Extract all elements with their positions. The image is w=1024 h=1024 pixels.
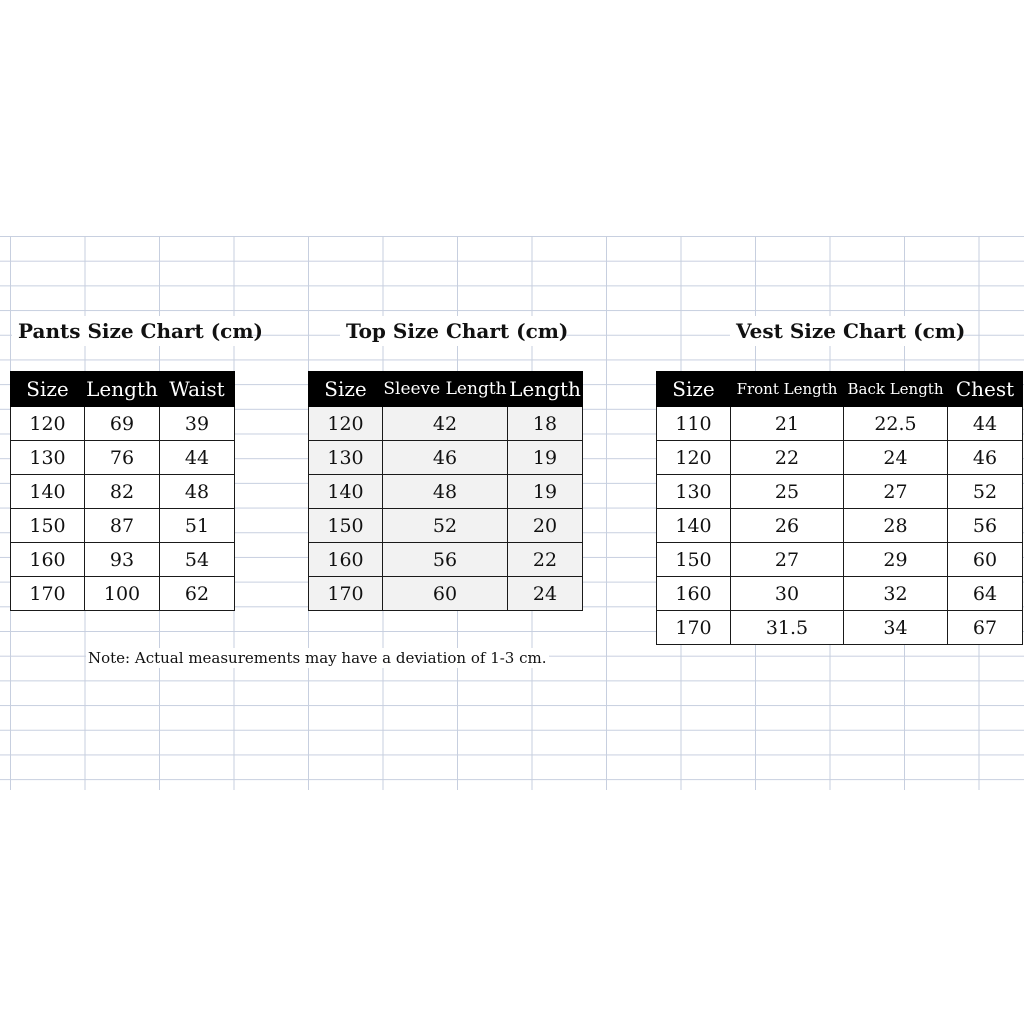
table-row xyxy=(309,407,583,441)
table-cell: 29 xyxy=(844,543,948,577)
table-cell: 22 xyxy=(731,441,844,475)
table-row xyxy=(11,509,235,543)
table-row xyxy=(657,475,1023,509)
column-header: Waist xyxy=(160,372,235,407)
table-row xyxy=(657,611,1023,645)
table-row xyxy=(309,577,583,611)
table-cell: 56 xyxy=(948,509,1023,543)
table-cell: 67 xyxy=(948,611,1023,645)
table-cell: 64 xyxy=(948,577,1023,611)
table-cell: 87 xyxy=(85,509,160,543)
top-chart-title: Top Size Chart (cm) xyxy=(340,316,562,346)
table-cell: 170 xyxy=(11,577,85,611)
table-cell: 46 xyxy=(383,441,508,475)
table-cell: 54 xyxy=(160,543,235,577)
table-cell: 28 xyxy=(844,509,948,543)
table-cell: 25 xyxy=(731,475,844,509)
table-cell: 44 xyxy=(948,407,1023,441)
table-cell: 62 xyxy=(160,577,235,611)
table-cell: 51 xyxy=(160,509,235,543)
vest-chart-title: Vest Size Chart (cm) xyxy=(730,316,958,346)
table-row xyxy=(657,543,1023,577)
pants-chart-title: Pants Size Chart (cm) xyxy=(12,316,238,346)
column-header: Size xyxy=(11,372,85,407)
table-cell: 48 xyxy=(160,475,235,509)
table-header-row xyxy=(657,372,1023,407)
table-cell: 60 xyxy=(948,543,1023,577)
measurement-note: Note: Actual measurements may have a deviation of 1-3 cm. xyxy=(88,649,547,667)
table-cell: 30 xyxy=(731,577,844,611)
table-cell: 52 xyxy=(383,509,508,543)
table-cell: 140 xyxy=(11,475,85,509)
table-row xyxy=(11,441,235,475)
top-size-table xyxy=(308,371,583,611)
table-cell: 60 xyxy=(383,577,508,611)
column-header: Length xyxy=(508,372,583,407)
table-cell: 48 xyxy=(383,475,508,509)
table-row xyxy=(11,577,235,611)
table-cell: 160 xyxy=(309,543,383,577)
table-cell: 130 xyxy=(11,441,85,475)
table-row xyxy=(11,475,235,509)
table-row xyxy=(657,509,1023,543)
table-cell: 130 xyxy=(309,441,383,475)
table-cell: 160 xyxy=(657,577,731,611)
table-row xyxy=(11,543,235,577)
table-cell: 120 xyxy=(309,407,383,441)
table-cell: 27 xyxy=(731,543,844,577)
table-cell: 24 xyxy=(844,441,948,475)
column-header: Size xyxy=(309,372,383,407)
table-cell: 130 xyxy=(657,475,731,509)
table-cell: 22.5 xyxy=(844,407,948,441)
table-cell: 20 xyxy=(508,509,583,543)
table-cell: 21 xyxy=(731,407,844,441)
table-cell: 27 xyxy=(844,475,948,509)
table-cell: 100 xyxy=(85,577,160,611)
column-header: Length xyxy=(85,372,160,407)
table-header-row xyxy=(309,372,583,407)
table-cell: 82 xyxy=(85,475,160,509)
table-cell: 170 xyxy=(309,577,383,611)
table-cell: 18 xyxy=(508,407,583,441)
vest-size-table xyxy=(656,371,1023,645)
pants-size-table xyxy=(10,371,235,611)
table-row xyxy=(11,407,235,441)
table-cell: 39 xyxy=(160,407,235,441)
table-cell: 110 xyxy=(657,407,731,441)
column-header: Chest xyxy=(948,372,1023,407)
table-cell: 52 xyxy=(948,475,1023,509)
table-cell: 150 xyxy=(657,543,731,577)
table-cell: 140 xyxy=(657,509,731,543)
table-row xyxy=(657,577,1023,611)
table-cell: 46 xyxy=(948,441,1023,475)
table-row xyxy=(309,475,583,509)
column-header: Back Length xyxy=(844,372,948,407)
table-cell: 19 xyxy=(508,475,583,509)
table-cell: 140 xyxy=(309,475,383,509)
table-cell: 93 xyxy=(85,543,160,577)
table-row xyxy=(309,543,583,577)
table-cell: 32 xyxy=(844,577,948,611)
table-cell: 150 xyxy=(309,509,383,543)
table-cell: 160 xyxy=(11,543,85,577)
table-cell: 56 xyxy=(383,543,508,577)
table-cell: 24 xyxy=(508,577,583,611)
table-cell: 120 xyxy=(657,441,731,475)
table-cell: 150 xyxy=(11,509,85,543)
column-header: Size xyxy=(657,372,731,407)
table-header-row xyxy=(11,372,235,407)
table-cell: 76 xyxy=(85,441,160,475)
table-cell: 26 xyxy=(731,509,844,543)
table-cell: 44 xyxy=(160,441,235,475)
table-row xyxy=(657,441,1023,475)
table-cell: 69 xyxy=(85,407,160,441)
table-cell: 31.5 xyxy=(731,611,844,645)
table-row xyxy=(309,441,583,475)
table-cell: 120 xyxy=(11,407,85,441)
table-cell: 42 xyxy=(383,407,508,441)
table-cell: 170 xyxy=(657,611,731,645)
table-row xyxy=(309,509,583,543)
column-header: Front Length xyxy=(731,372,844,407)
table-cell: 19 xyxy=(508,441,583,475)
table-cell: 34 xyxy=(844,611,948,645)
table-cell: 22 xyxy=(508,543,583,577)
column-header: Sleeve Length xyxy=(383,372,508,407)
table-row xyxy=(657,407,1023,441)
